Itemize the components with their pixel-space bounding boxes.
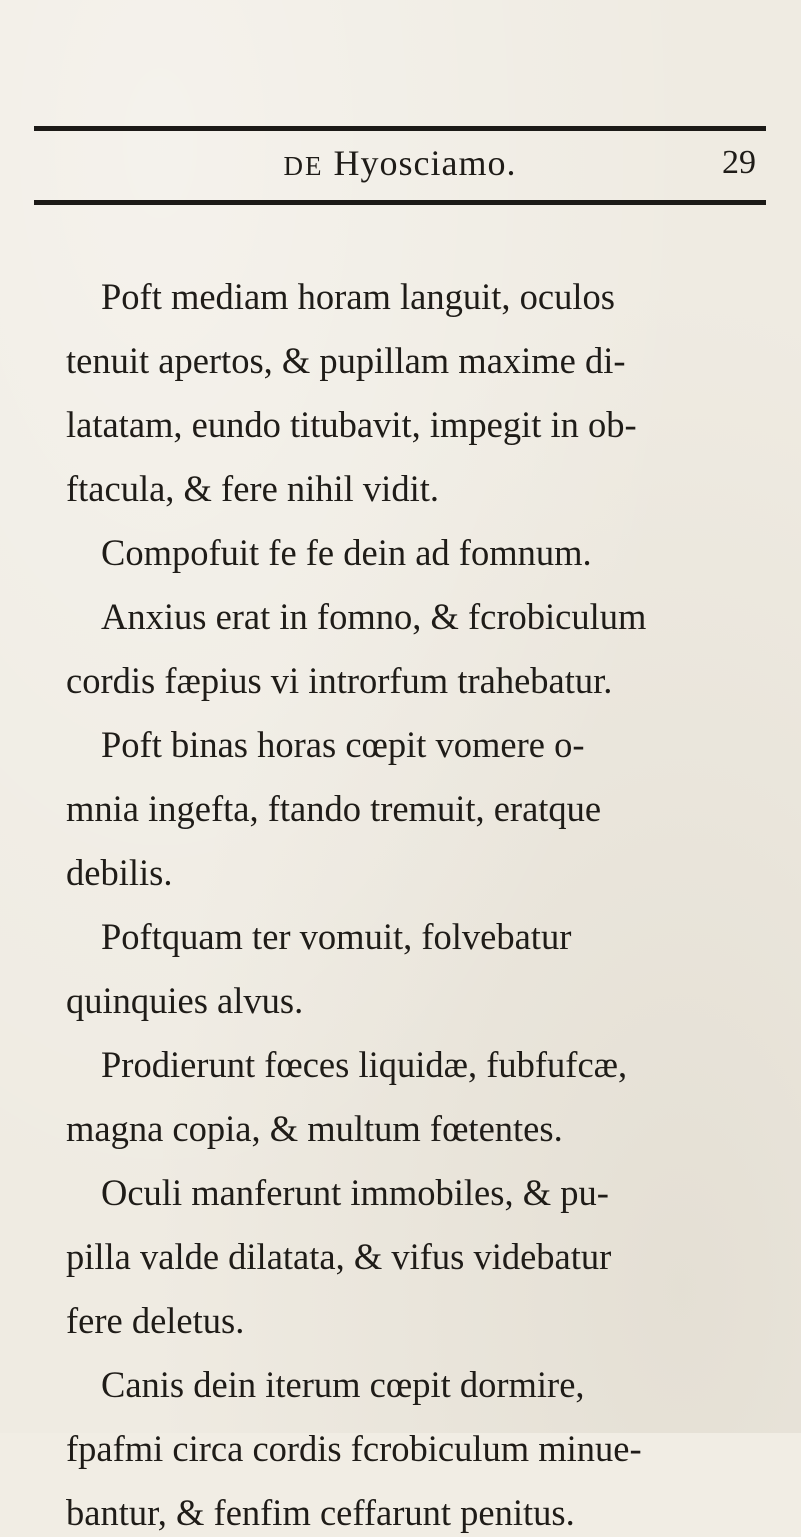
text-line: quinquies alvus. — [66, 980, 304, 1021]
text-line: Poftquam ter vomuit, folvebatur — [101, 916, 572, 957]
text-line: Prodierunt fœces liquidæ, fubfufcæ, — [101, 1044, 628, 1085]
text-line: cordis fæpius vi introrfum trahebatur. — [66, 660, 613, 701]
text-line: tenuit apertos, & pupillam maxime di- — [66, 340, 626, 381]
page-number: 29 — [722, 144, 756, 181]
text-line: fpafmi circa cordis fcrobiculum minue- — [66, 1428, 642, 1469]
text-line: magna copia, & multum fœtentes. — [66, 1108, 563, 1149]
running-title — [34, 142, 766, 184]
text-line: fere deletus. — [66, 1300, 245, 1341]
text-line: pilla valde dilatata, & vifus videbatur — [66, 1236, 612, 1277]
text-line: mnia ingefta, ftando tremuit, eratque — [66, 788, 602, 829]
running-title-prefix: DE — [283, 151, 324, 181]
text-line: Poft mediam horam languit, oculos — [101, 276, 615, 317]
text-line: Poft binas horas cœpit vomere o- — [101, 724, 585, 765]
header-rule-top — [34, 126, 766, 131]
text-line: bantur, & fenfim ceffarunt penitus. — [66, 1492, 575, 1533]
text-line: ftacula, & fere nihil vidit. — [66, 468, 439, 509]
running-title-main: Hyosciamo. — [333, 143, 517, 183]
text-line: debilis. — [66, 852, 173, 893]
text-line: Canis dein iterum cœpit dormire, — [101, 1364, 585, 1405]
header-rule-bottom — [34, 200, 766, 205]
text-line: Compofuit fe fe dein ad fomnum. — [101, 532, 592, 573]
text-line: latatam, eundo titubavit, impegit in ob- — [66, 404, 637, 445]
page-header — [34, 136, 766, 196]
text-line: Oculi manferunt immobiles, & pu- — [101, 1172, 609, 1213]
text-line: Anxius erat in fomno, & fcrobiculum — [101, 596, 647, 637]
